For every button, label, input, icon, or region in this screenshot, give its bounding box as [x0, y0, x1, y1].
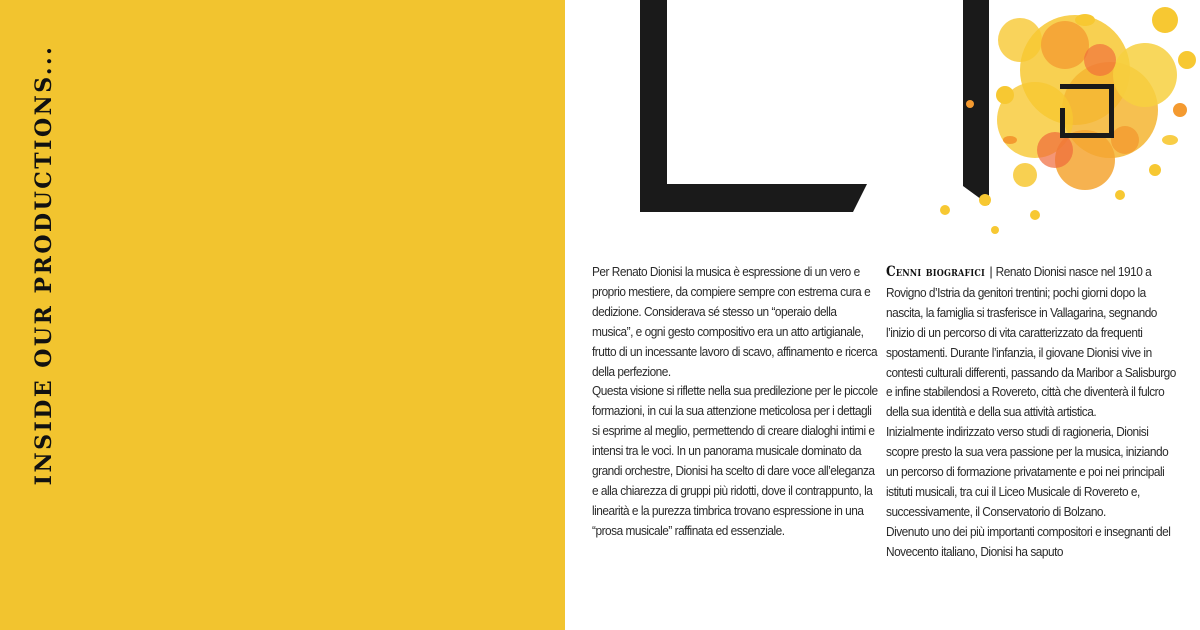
article-column-right — [886, 262, 1183, 562]
header-illustration — [565, 0, 1200, 260]
bio-intro-paragraph — [886, 262, 1183, 422]
bio-heading: Cenni biografici — [886, 264, 985, 280]
paint-splash-icon — [940, 7, 1196, 234]
heading-separator: | — [989, 264, 993, 279]
article-column-left — [592, 262, 878, 541]
paragraph: Divenuto uno dei più importanti compositori e insegnanti del Novecento italiano, Dionisi ha saputo — [886, 523, 1171, 559]
large-letter-shape-left — [640, 0, 867, 212]
yellow-side-band — [0, 0, 565, 630]
decorative-letters-and-paint-splash — [565, 0, 1200, 260]
bio-intro-text: Renato Dionisi nasce nel 1910 a Rovigno d’Istria da genitori trentini; pochi giorni dopo la nascita, la famiglia si trasferisce in Vallagarina, segnando l’inizio di un percorso di vita caratterizzato da frequenti spostamenti. Durante l’infanzia, il giovane Dionisi vive in contesti culturali differenti, passando da Maribor a Salisburgo e infine stabilendosi a Rovereto, città che diventerà il fulcro della sua identità e della sua attività artistica. — [886, 264, 1176, 420]
paragraph: Inizialmente indirizzato verso studi di ragioneria, Dionisi scopre presto la sua vera passione per la musica, iniziando un percorso di formazione privatamente e poi nei principali istituti musicali, tra cui il Liceo Musicale di Rovereto e, successivamente, il Conservatorio di Bolzano. — [886, 424, 1169, 519]
bracket-square-icon — [1060, 84, 1114, 138]
section-title-vertical: INSIDE OUR PRODUCTIONS... — [31, 44, 57, 486]
paragraph: Questa visione si riflette nella sua predilezione per le piccole formazioni, in cui la sua attenzione meticolosa per i dettagli si esprime al meglio, permettendo di creare dialoghi intimi e intensi tra le voci. In un panorama musicale dominato da grandi orchestre, Dionisi ha scelto di dare voce all’eleganza e alla chiarezza di gruppi più ridotti, dove il contrappunto, la linearità e la purezza timbrica trovano espressione in una “prosa musicale” raffinata ed essenziale. — [592, 383, 878, 538]
paragraph: Per Renato Dionisi la musica è espressione di un vero e proprio mestiere, da compiere sempre con estrema cura e dedizione. Considerava sé stesso un “operaio della musica”, e ogni gesto compositivo era un atto artigianale, frutto di un incessante lavoro di scavo, affinamento e ricerca della perfezione. — [592, 264, 878, 379]
large-letter-shape-right — [963, 0, 989, 205]
